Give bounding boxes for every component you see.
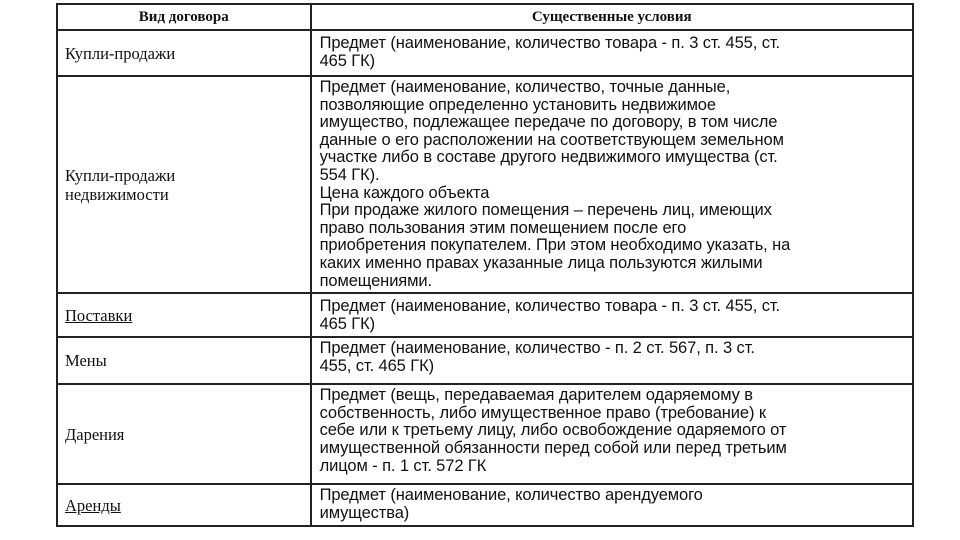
contract-type-label: Мены xyxy=(65,351,107,371)
table-row xyxy=(57,384,913,484)
conditions-cell: Предмет (наименование, количество арендуемого имущества) xyxy=(311,484,913,526)
contract-conditions-table xyxy=(56,3,914,527)
conditions-cell: Предмет (наименование, количество товара - п. 3 ст. 455, ст. 465 ГК) xyxy=(311,293,913,337)
table-row xyxy=(57,337,913,384)
contract-type-cell xyxy=(57,30,311,76)
conditions-cell: Предмет (наименование, количество - п. 2 ст. 567, п. 3 ст. 455, ст. 465 ГК) xyxy=(311,337,913,384)
contract-type-label: Аренды xyxy=(65,495,121,515)
conditions-cell: Предмет (наименование, количество товара - п. 3 ст. 455, ст. 465 ГК) xyxy=(311,30,913,76)
table-row xyxy=(57,484,913,526)
conditions-cell: Предмет (наименование, количество, точные данные, позволяющие определенно установить недвижимое имущество, подлежащее передаче по договору, в том числе данные о его расположении на соответствующем земельном участке либо в составе другого недвижимого имущества (ст. 554 ГК). Цена каждого объекта При продаже жилого помещения – перечень лиц, имеющих право пользования этим помещением после его приобретения покупателем. При этом необходимо указать, на каких именно правах указанные лица пользуются жилыми помещениями. xyxy=(311,76,913,293)
contract-type-label: Купли-продажи xyxy=(65,43,176,63)
header-contract-type: Вид договора xyxy=(57,4,311,30)
contract-type-cell xyxy=(57,76,311,293)
conditions-cell: Предмет (вещь, передаваемая дарителем одаряемому в собственность, либо имущественное право (требование) к себе или к третьему лицу, либо освобождение одаряемого от имущественной обязанности перед собой или перед третьим лицом - п. 1 ст. 572 ГК xyxy=(311,384,913,484)
contract-type-cell xyxy=(57,384,311,484)
contract-type-label: Дарения xyxy=(65,424,125,444)
contract-type-label: Купли-продажи недвижимости xyxy=(65,165,176,204)
table-row xyxy=(57,76,913,293)
table-row xyxy=(57,30,913,76)
contract-type-cell xyxy=(57,484,311,526)
contract-type-label: Поставки xyxy=(65,305,133,325)
header-row xyxy=(57,4,913,30)
table-row xyxy=(57,293,913,337)
contract-type-cell xyxy=(57,337,311,384)
header-essential-conditions: Существенные условия xyxy=(311,4,913,30)
contract-type-cell xyxy=(57,293,311,337)
